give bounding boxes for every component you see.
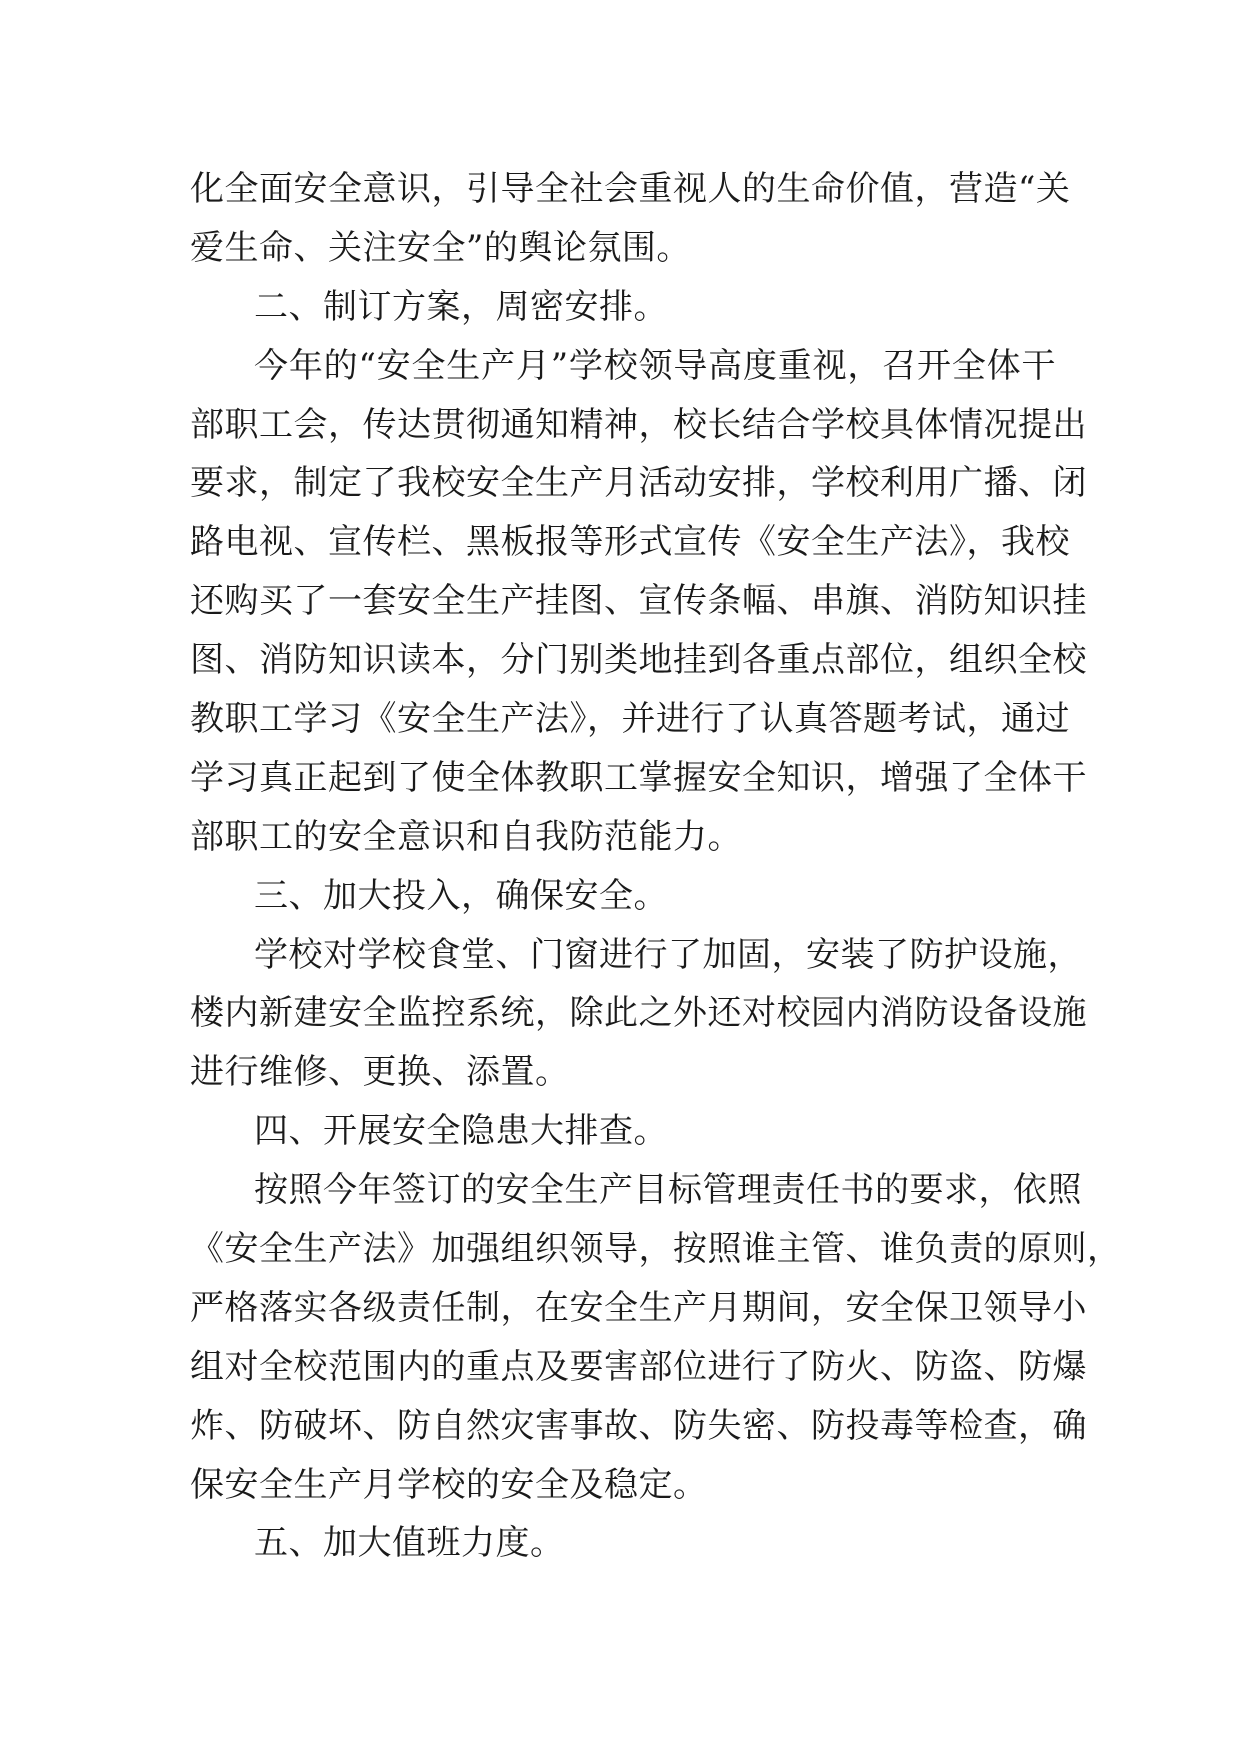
text-line: 炸、防破坏、防自然灾害事故、防失密、防投毒等检查，确 xyxy=(190,1405,1087,1446)
text-line: 组对全校范围内的重点及要害部位进行了防火、防盗、防爆 xyxy=(190,1346,1087,1387)
section-heading: 四、开展安全隐患大排查。 xyxy=(254,1111,668,1152)
text-line: 部职工会，传达贯彻通知精神，校长结合学校具体情况提出 xyxy=(190,404,1087,445)
text-line: 学习真正起到了使全体教职工掌握安全知识，增强了全体干 xyxy=(190,757,1087,798)
text-line: 进行维修、更换、添置。 xyxy=(190,1052,570,1093)
text-line: 楼内新建安全监控系统，除此之外还对校园内消防设备设施 xyxy=(190,993,1087,1034)
text-line: 《安全生产法》加强组织领导，按照谁主管、谁负责的原则， xyxy=(190,1229,1122,1270)
text-line: 保安全生产月学校的安全及稳定。 xyxy=(190,1464,708,1505)
text-line: 图、消防知识读本，分门别类地挂到各重点部位，组织全校 xyxy=(190,640,1087,681)
text-line: 今年的“安全生产月”学校领导高度重视，召开全体干 xyxy=(254,345,1056,386)
text-line: 要求，制定了我校安全生产月活动安排，学校利用广播、闭 xyxy=(190,463,1087,504)
section-heading: 二、制订方案，周密安排。 xyxy=(254,286,668,327)
text-line: 化全面安全意识，引导全社会重视人的生命价值，营造“关 xyxy=(190,169,1071,209)
text-line: 按照今年签订的安全生产目标管理责任书的要求，依照 xyxy=(254,1170,1082,1211)
text-line: 学校对学校食堂、门窗进行了加固，安装了防护设施， xyxy=(254,934,1082,975)
section-heading: 五、加大值班力度。 xyxy=(254,1523,565,1564)
text-line: 还购买了一套安全生产挂图、宣传条幅、串旗、消防知识挂 xyxy=(190,581,1087,622)
text-line: 部职工的安全意识和自我防范能力。 xyxy=(190,816,742,857)
section-heading: 三、加大投入，确保安全。 xyxy=(254,875,668,916)
text-line: 路电视、宣传栏、黑板报等形式宣传《安全生产法》，我校 xyxy=(190,522,1070,563)
document-body xyxy=(190,160,1122,1573)
text-line: 严格落实各级责任制，在安全生产月期间，安全保卫领导小 xyxy=(190,1287,1087,1328)
text-line: 爱生命、关注安全”的舆论氛围。 xyxy=(190,227,691,268)
text-line: 教职工学习《安全生产法》，并进行了认真答题考试，通过 xyxy=(190,699,1070,740)
